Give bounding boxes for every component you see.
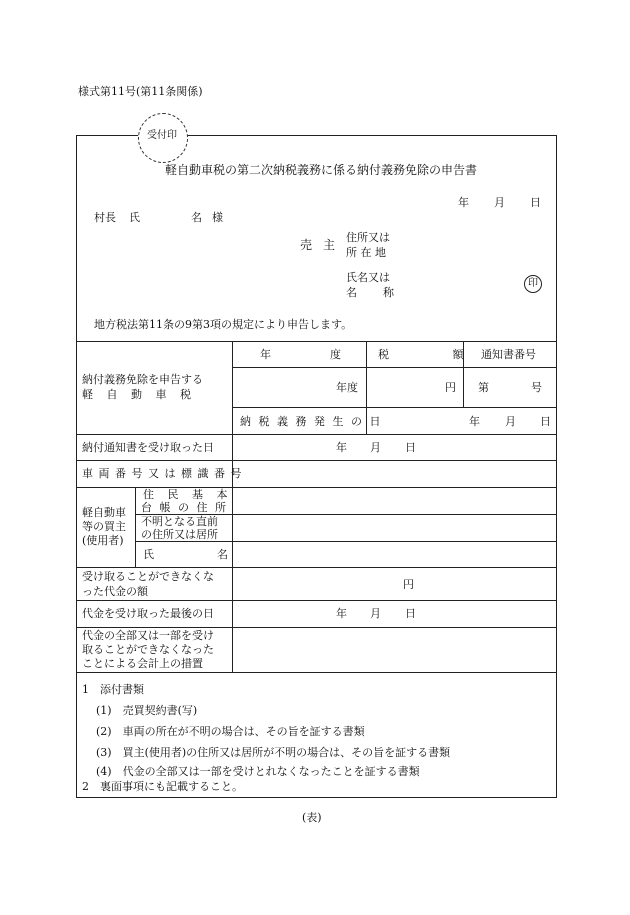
row-line (232, 367, 557, 368)
note-reverse-side: 2 裏面事項にも記載すること。 (82, 780, 243, 793)
unknown-address-label-1: 不明となる直前 (141, 515, 218, 528)
last-payment-year: 年 (336, 607, 347, 620)
row-line (76, 600, 557, 601)
seller-name-label-1: 氏名又は (346, 271, 390, 284)
tax-section-label-2: 軽 自 動 車 税 (82, 388, 196, 401)
addressee-sama: 様 (212, 211, 223, 224)
row-line (76, 341, 557, 342)
resident-address-label-2: 台 帳 の 住 所 (141, 501, 228, 514)
declaration-text: 地方税法第11条の9第3項の規定により申告します。 (94, 318, 353, 331)
addressee-shi: 氏 (129, 211, 140, 224)
seller-label-2: 主 (323, 238, 336, 252)
row-line (76, 672, 557, 673)
addressee-mayor: 村長 (94, 211, 116, 224)
column-line (232, 341, 233, 673)
seller-name-label-3: 称 (383, 286, 394, 299)
accounting-label-1: 代金の全部又は一部を受け (82, 629, 214, 642)
row-line (76, 627, 557, 628)
obligation-year: 年 (469, 415, 480, 428)
tax-section-label-1: 納付義務免除を申告する (82, 373, 203, 386)
notice-received-label: 納付通知書を受け取った日 (82, 441, 214, 454)
row-line (232, 407, 557, 408)
frame-bottom (76, 797, 557, 798)
header-year-1: 年 (260, 348, 271, 361)
unreceivable-yen: 円 (403, 578, 414, 591)
value-yen: 円 (445, 381, 456, 394)
value-dai: 第 (478, 381, 489, 394)
note-attachment-1: (1) 売買契約書(写) (96, 704, 198, 717)
unknown-address-label-2: の住所又は居所 (141, 528, 218, 541)
column-line (366, 341, 367, 408)
accounting-label-3: ことによる会計上の措置 (82, 657, 203, 670)
notice-received-month: 月 (370, 441, 381, 454)
seller-address-label-1: 住所又は (346, 231, 390, 244)
column-line (135, 487, 136, 568)
value-go: 号 (531, 381, 542, 394)
unreceivable-label-1: 受け取ることができなくな (82, 570, 214, 583)
note-attachment-2: (2) 車両の所在が不明の場合は、その旨を証する書類 (96, 725, 365, 738)
page-side-label: (表) (302, 811, 322, 824)
last-payment-label: 代金を受け取った最後の日 (82, 607, 214, 620)
stamp-label: 受付印 (147, 130, 177, 141)
row-line (76, 434, 557, 435)
row-line (135, 541, 557, 542)
date-year: 年 (458, 196, 469, 209)
form-title: 軽自動車税の第二次納税義務に係る納付義務免除の申告書 (165, 163, 478, 177)
note-attachment-3: (3) 買主(使用者)の住所又は居所が不明の場合は、その旨を証する書類 (96, 746, 451, 759)
buyer-group-label-2: 等の買主 (82, 520, 126, 533)
buyer-name-label-1: 氏 (143, 548, 154, 561)
form-number: 様式第11号(第11条関係) (78, 85, 203, 98)
accounting-label-2: 取ることができなくなった (82, 643, 214, 656)
buyer-group-label-3: (使用者) (82, 534, 124, 547)
obligation-month: 月 (505, 415, 516, 428)
note-attachment-4: (4) 代金の全部又は一部を受けとれなくなったことを証する書類 (96, 765, 420, 778)
buyer-group-label-1: 軽自動車 (82, 506, 126, 519)
frame-left (76, 135, 77, 798)
header-notice-number: 通知書番号 (481, 348, 536, 361)
seller-address-label-2: 所 在 地 (346, 246, 386, 259)
vehicle-number-label: 車 両 番 号 又 は 標 識 番 号 (82, 467, 243, 480)
obligation-date-label: 納 税 義 務 発 生 の 日 (240, 415, 383, 428)
obligation-day: 日 (540, 415, 551, 428)
notice-received-day: 日 (405, 441, 416, 454)
row-line (76, 460, 557, 461)
addressee-name: 名 (191, 211, 202, 224)
buyer-name-label-2: 名 (217, 548, 228, 561)
frame-right (556, 135, 557, 798)
seller-name-label-2: 名 (346, 286, 357, 299)
notice-received-year: 年 (336, 441, 347, 454)
resident-address-label-1: 住 民 基 本 (143, 488, 233, 501)
value-year: 年度 (336, 381, 358, 394)
header-year-2: 度 (330, 348, 341, 361)
date-month: 月 (494, 196, 505, 209)
note-attachments: 1 添付書類 (82, 683, 144, 696)
last-payment-day: 日 (405, 607, 416, 620)
date-day: 日 (530, 196, 541, 209)
seller-label-1: 売 (300, 238, 313, 252)
unreceivable-label-2: った代金の額 (82, 585, 148, 598)
header-tax: 税 額 (378, 348, 494, 361)
last-payment-month: 月 (370, 607, 381, 620)
seal-mark-icon: 印 (524, 275, 542, 293)
row-line (76, 567, 557, 568)
